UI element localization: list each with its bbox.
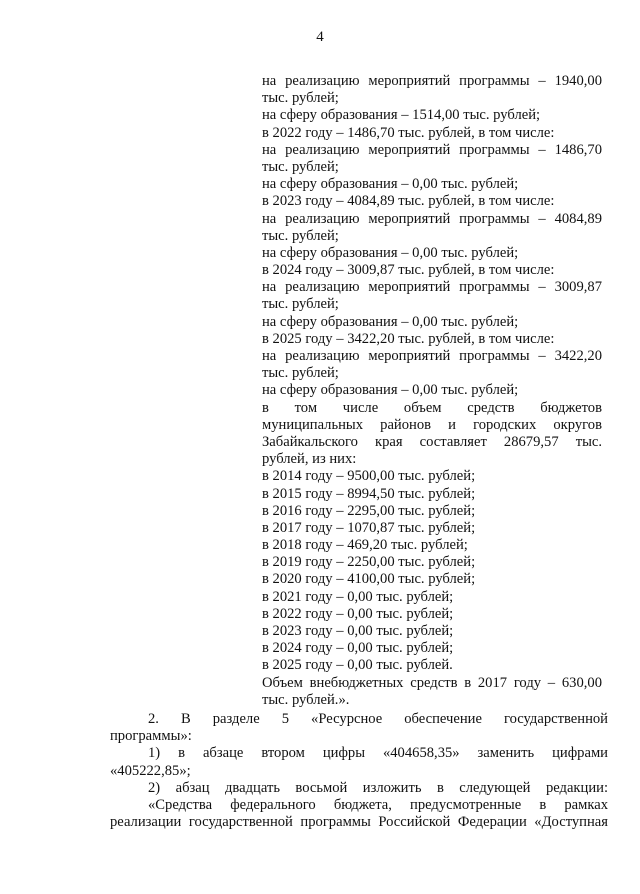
column-line: в 2024 году – 0,00 тыс. рублей; bbox=[262, 640, 454, 657]
column-line: муниципальных районов и городских округов bbox=[262, 416, 602, 433]
column-line: на реализацию мероприятий программы – 3422,20 bbox=[262, 348, 602, 364]
column-line: в 2023 году – 4084,89 тыс. рублей, в том числе: bbox=[262, 193, 555, 210]
column-line: на сферу образования – 0,00 тыс. рублей; bbox=[262, 244, 519, 261]
column-line: в том числе объем средств бюджетов bbox=[262, 399, 602, 416]
column-line: в 2025 году – 3422,20 тыс. рублей, в том числе: bbox=[262, 330, 555, 347]
main-body-text bbox=[110, 711, 608, 831]
body-line: 2. В разделе 5 «Ресурсное обеспечение государственной bbox=[148, 711, 608, 727]
column-line: на сферу образования – 0,00 тыс. рублей; bbox=[262, 382, 519, 399]
column-line: тыс. рублей; bbox=[262, 365, 339, 382]
column-line: на реализацию мероприятий программы – 3009,87 bbox=[262, 279, 602, 296]
column-line: в 2022 году – 1486,70 тыс. рублей, в том числе: bbox=[262, 124, 555, 141]
column-line: Объем внебюджетных средств в 2017 году – 630,00 bbox=[262, 674, 602, 691]
column-line: на реализацию мероприятий программы – 1940,00 bbox=[262, 73, 602, 89]
column-line: на сферу образования – 0,00 тыс. рублей; bbox=[262, 313, 519, 330]
body-line: 2) абзац двадцать восьмой изложить в следующей редакции: bbox=[148, 779, 608, 796]
column-line: тыс. рублей; bbox=[262, 158, 339, 175]
column-line: в 2017 году – 1070,87 тыс. рублей; bbox=[262, 519, 476, 536]
column-line: тыс. рублей; bbox=[262, 227, 339, 244]
body-line: программы»: bbox=[110, 728, 192, 745]
column-line: в 2014 году – 9500,00 тыс. рублей; bbox=[262, 468, 476, 485]
column-line: тыс. рублей; bbox=[262, 90, 339, 107]
column-line: в 2015 году – 8994,50 тыс. рублей; bbox=[262, 485, 476, 502]
column-line: в 2025 году – 0,00 тыс. рублей. bbox=[262, 657, 453, 674]
column-line: в 2016 году – 2295,00 тыс. рублей; bbox=[262, 502, 476, 519]
body-line: «405222,85»; bbox=[110, 762, 191, 779]
column-line: Забайкальского края составляет 28679,57 тыс. bbox=[262, 433, 602, 450]
column-line: на реализацию мероприятий программы – 4084,89 bbox=[262, 210, 602, 227]
column-line: в 2023 году – 0,00 тыс. рублей; bbox=[262, 623, 454, 639]
column-line: в 2020 году – 4100,00 тыс. рублей; bbox=[262, 571, 476, 588]
column-line: рублей, из них: bbox=[262, 451, 357, 468]
body-line: реализации государственной программы Российской Федерации «Доступная bbox=[110, 814, 608, 831]
column-line: на сферу образования – 0,00 тыс. рублей; bbox=[262, 176, 519, 193]
column-line: в 2024 году – 3009,87 тыс. рублей, в том числе: bbox=[262, 262, 555, 279]
column-line: тыс. рублей.». bbox=[262, 691, 350, 708]
column-line: в 2019 году – 2250,00 тыс. рублей; bbox=[262, 554, 476, 571]
column-line: в 2022 году – 0,00 тыс. рублей; bbox=[262, 605, 454, 622]
body-line: 1) в абзаце втором цифры «404658,35» заменить цифрами bbox=[148, 745, 608, 762]
column-line: на сферу образования – 1514,00 тыс. рублей; bbox=[262, 107, 541, 124]
column-line: на реализацию мероприятий программы – 1486,70 bbox=[262, 141, 602, 158]
column-line: в 2018 году – 469,20 тыс. рублей; bbox=[262, 537, 468, 554]
body-line: «Средства федерального бюджета, предусмотренные в рамках bbox=[148, 796, 608, 813]
column-line: в 2021 году – 0,00 тыс. рублей; bbox=[262, 588, 454, 605]
page-number: 4 bbox=[316, 29, 324, 45]
funding-column-text bbox=[262, 73, 602, 709]
column-line: тыс. рублей; bbox=[262, 296, 339, 313]
